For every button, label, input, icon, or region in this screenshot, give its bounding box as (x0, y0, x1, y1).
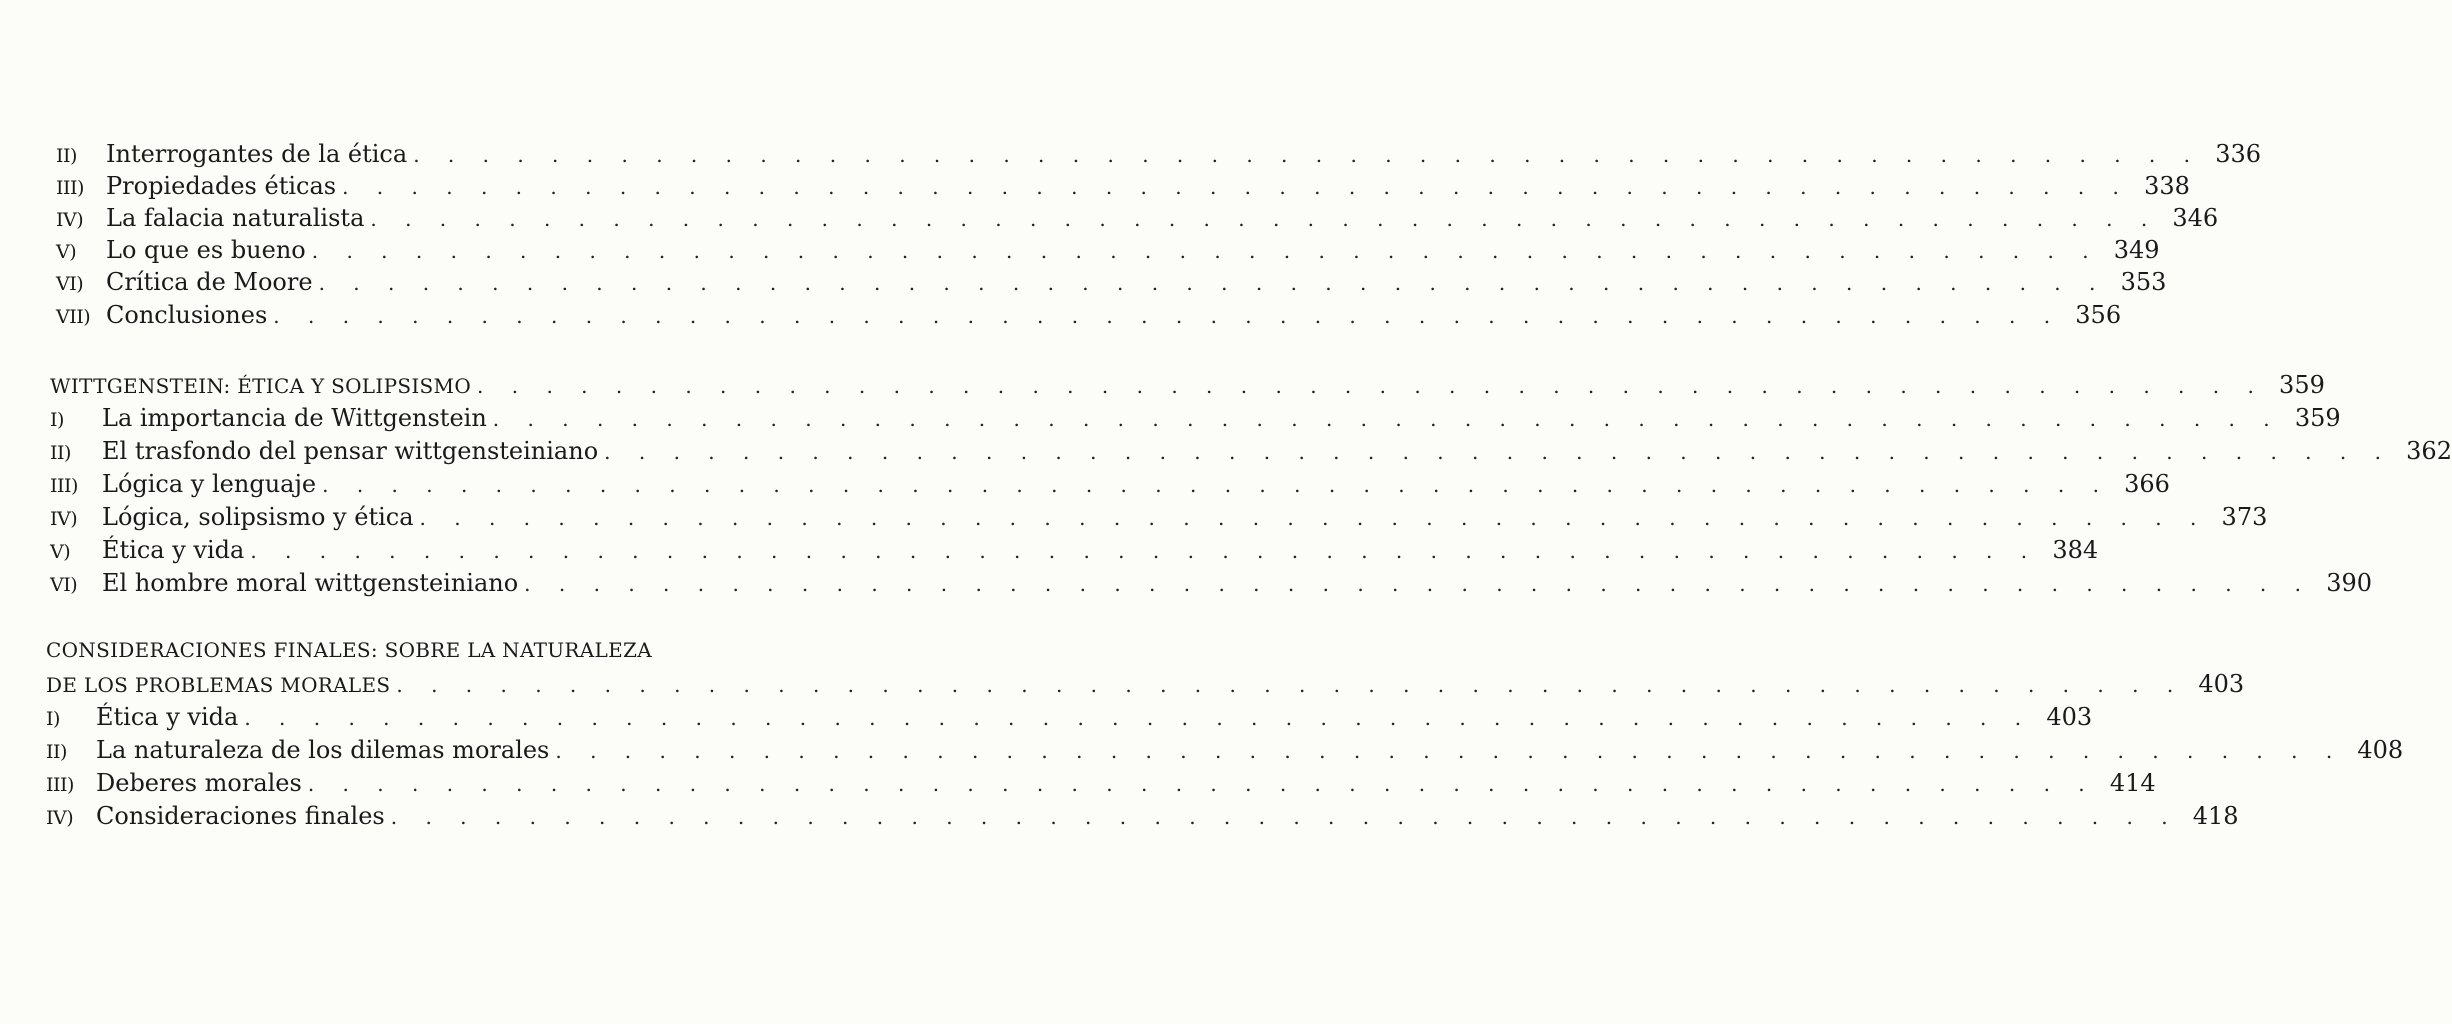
entry-number: IV) (50, 508, 78, 530)
entry-page-number: 408 (2357, 736, 2404, 764)
entry-number: III) (56, 177, 84, 199)
entry-title: Lógica, solipsismo y ética (102, 503, 414, 531)
entry-page-number: 418 (2192, 802, 2239, 830)
dot-leader: . . . . . . . . . . . . . . . . . . . . . . . . . . . . . . . . . . . . . . . . . . . . . . . . . . . . (318, 271, 2107, 295)
entry-number: III) (50, 475, 78, 497)
dot-leader: . . . . . . . . . . . . . . . . . . . . . . . . . . . . . . . . . . . . . . . . . . . . . . . . . . . . (524, 572, 2312, 596)
dot-leader: . . . . . . . . . . . . . . . . . . . . . . . . . . . . . . . . . . . . . . . . . . . . . . . . . . . . (477, 374, 2265, 398)
dot-leader: . . . . . . . . . . . . . . . . . . . . . . . . . . . . . . . . . . . . . . . . . . . . . . . . . . . . (370, 207, 2159, 231)
dot-leader: . . . . . . . . . . . . . . . . . . . . . . . . . . . . . . . . . . . . . . . . . . . . . . . . . . . . (322, 473, 2110, 497)
entry-page-number: 336 (2215, 140, 2262, 168)
dot-leader: . . . . . . . . . . . . . . . . . . . . . . . . . . . . . . . . . . . . . . . . . . . . . . . . . . . . (250, 539, 2039, 563)
dot-leader: . . . . . . . . . . . . . . . . . . . . . . . . . . . . . . . . . . . . . . . . . . . . . . . . . . . . (419, 506, 2208, 530)
entry-page-number: 349 (2113, 236, 2160, 264)
toc-entry (46, 800, 2239, 832)
toc-entry (50, 567, 2372, 599)
entry-title: El hombre moral wittgensteiniano (102, 569, 519, 597)
entry-page-number: 356 (2075, 301, 2122, 329)
toc-entry (50, 435, 2452, 467)
entry-title: Lógica y lenguaje (102, 470, 317, 498)
dot-leader: . . . . . . . . . . . . . . . . . . . . . . . . . . . . . . . . . . . . . . . . . . . . . . . . . . . . (396, 673, 2185, 697)
entry-title: Propiedades éticas (106, 172, 337, 200)
entry-title: Lo que es bueno (106, 236, 306, 264)
entry-number: V) (50, 541, 71, 563)
entry-number: II) (50, 442, 71, 464)
entry-title: La falacia naturalista (106, 204, 365, 232)
entry-number: II) (56, 145, 77, 167)
entry-number: I) (46, 708, 60, 730)
toc-entry (50, 402, 2341, 434)
toc-chapter-heading (50, 369, 2325, 401)
chapter-title-line-2: DE LOS PROBLEMAS MORALES (46, 673, 391, 697)
entry-page-number: 414 (2109, 769, 2156, 797)
dot-leader: . . . . . . . . . . . . . . . . . . . . . . . . . . . . . . . . . . . . . . . . . . . . . . . . . . . . (273, 304, 2062, 328)
entry-number: VII) (56, 306, 91, 328)
entry-page-number: 390 (2326, 569, 2372, 597)
entry-page-number: 338 (2144, 172, 2190, 200)
dot-leader: . . . . . . . . . . . . . . . . . . . . . . . . . . . . . . . . . . . . . . . . . . . . . . . . . . . . (555, 739, 2344, 763)
chapter-title: WITTGENSTEIN: ÉTICA Y SOLIPSISMO (50, 374, 472, 398)
dot-leader: . . . . . . . . . . . . . . . . . . . . . . . . . . . . . . . . . . . . . . . . . . . . . . . . . . . . (311, 239, 2100, 263)
entry-page-number: 366 (2124, 470, 2170, 498)
entry-page-number: 373 (2221, 503, 2268, 531)
toc-entry (50, 468, 2170, 500)
toc-chapter-heading (46, 668, 2245, 700)
entry-number: VI) (56, 273, 84, 295)
entry-title: Consideraciones finales (96, 802, 385, 830)
entry-title: Ética y vida (102, 536, 245, 564)
entry-title: Ética y vida (96, 703, 239, 731)
dot-leader: . . . . . . . . . . . . . . . . . . . . . . . . . . . . . . . . . . . . . . . . . . . . . . . . . . . . (342, 175, 2130, 199)
entry-title: La naturaleza de los dilemas morales (96, 736, 550, 764)
toc-entry (56, 170, 2190, 202)
entry-title: Crítica de Moore (106, 268, 313, 296)
entry-page-number: 384 (2052, 536, 2099, 564)
entry-number: III) (46, 774, 74, 796)
dot-leader: . . . . . . . . . . . . . . . . . . . . . . . . . . . . . . . . . . . . . . . . . . . . . . . . . . . . (604, 440, 2392, 464)
entry-number: IV) (46, 807, 74, 829)
toc-entry (56, 138, 2262, 170)
dot-leader: . . . . . . . . . . . . . . . . . . . . . . . . . . . . . . . . . . . . . . . . . . . . . . . . . . . . (244, 706, 2033, 730)
toc-entry (50, 534, 2099, 566)
entry-page-number: 403 (2046, 703, 2093, 731)
dot-leader: . . . . . . . . . . . . . . . . . . . . . . . . . . . . . . . . . . . . . . . . . . . . . . . . . . . . (390, 805, 2179, 829)
entry-title: Conclusiones (106, 301, 268, 329)
entry-title: Interrogantes de la ética (106, 140, 408, 168)
entry-page-number: 353 (2120, 268, 2167, 296)
entry-number: I) (50, 409, 64, 431)
entry-number: VI) (50, 574, 78, 596)
toc-entry (46, 701, 2093, 733)
entry-number: II) (46, 741, 67, 763)
entry-page-number: 359 (2294, 404, 2341, 432)
entry-page-number: 362 (2406, 437, 2452, 465)
entry-title: La importancia de Wittgenstein (102, 404, 487, 432)
toc-entry (56, 234, 2160, 266)
toc-entry (56, 202, 2219, 234)
entry-page-number: 346 (2172, 204, 2219, 232)
toc-entry (50, 501, 2268, 533)
entry-title: El trasfondo del pensar wittgensteiniano (102, 437, 599, 465)
dot-leader: . . . . . . . . . . . . . . . . . . . . . . . . . . . . . . . . . . . . . . . . . . . . . . . . . . . . (307, 772, 2096, 796)
toc-entry (56, 266, 2167, 298)
toc-entry (56, 299, 2122, 331)
toc-entry (46, 767, 2156, 799)
toc-entry (46, 734, 2404, 766)
dot-leader: . . . . . . . . . . . . . . . . . . . . . . . . . . . . . . . . . . . . . . . . . . . . . . . . . . . . (413, 143, 2202, 167)
entry-number: IV) (56, 209, 84, 231)
dot-leader: . . . . . . . . . . . . . . . . . . . . . . . . . . . . . . . . . . . . . . . . . . . . . . . . . . . . (492, 407, 2281, 431)
chapter-title-line-1: CONSIDERACIONES FINALES: SOBRE LA NATURALEZA (46, 638, 652, 662)
entry-number: V) (56, 241, 77, 263)
entry-title: Deberes morales (96, 769, 302, 797)
chapter-page-number: 359 (2279, 371, 2325, 399)
chapter-page-number: 403 (2198, 670, 2245, 698)
